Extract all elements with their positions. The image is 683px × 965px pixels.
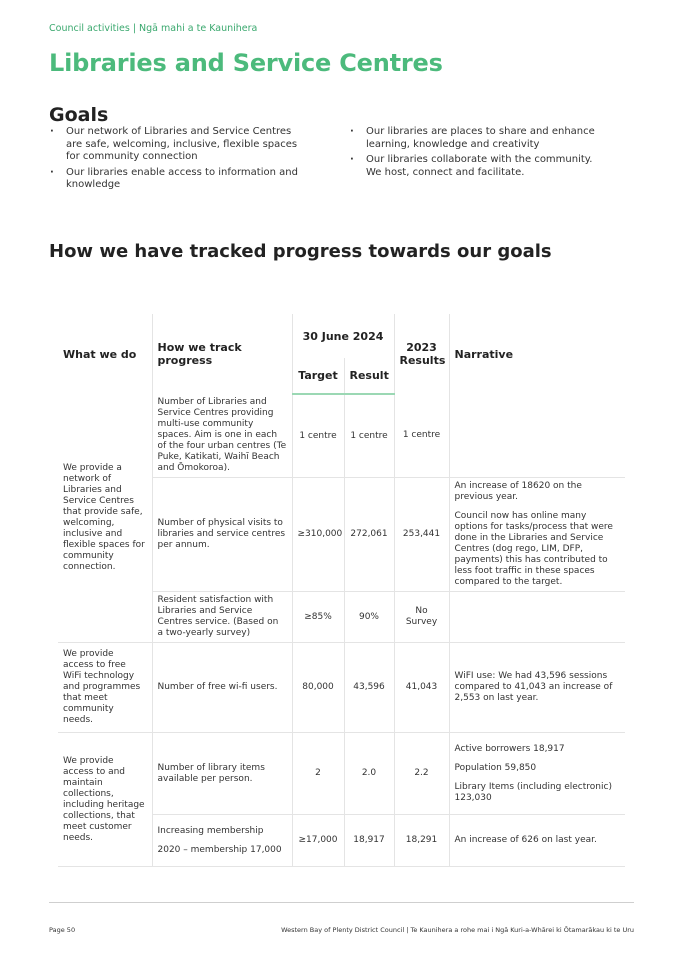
header-2023-results: 2023 Results <box>394 314 449 394</box>
target-cell: ≥85% <box>292 592 344 643</box>
results-2023-cell: 1 centre <box>394 394 449 478</box>
header-target: Target <box>292 358 344 394</box>
measure-cell <box>152 815 292 867</box>
narrative-cell <box>449 478 625 592</box>
progress-table <box>58 314 625 867</box>
results-2023-cell: 253,441 <box>394 478 449 592</box>
result-cell: 18,917 <box>344 815 394 867</box>
goals-title: Goals <box>49 104 109 126</box>
header-what-we-do: What we do <box>63 347 137 361</box>
table-row <box>58 643 625 733</box>
narrative-cell <box>449 643 625 733</box>
result-cell: 90% <box>344 592 394 643</box>
result-cell: 272,061 <box>344 478 394 592</box>
what-we-do-cell: We provide a network of Libraries and Service Centres that provide safe, welcoming, inclusive and flexible spaces for community connection. <box>58 394 152 643</box>
target-cell: ≥17,000 <box>292 815 344 867</box>
breadcrumb-separator: | <box>132 23 137 34</box>
measure-cell: Number of physical visits to libraries and service centres per annum. <box>152 478 292 592</box>
results-2023-cell: 2.2 <box>394 733 449 815</box>
goal-item: · Our libraries collaborate with the community. We host, connect and facilitate. <box>350 154 610 179</box>
result-cell: 2.0 <box>344 733 394 815</box>
header-period: 30 June 2024 <box>292 314 394 358</box>
narrative-line: Council now has online many options for tasks/process that were done in the Libraries and Service Centres (dog rego, LIM, DFP, payments) this has contributed to less foot traffic in these spaces compared to the target. <box>454 511 613 587</box>
target-cell: 2 <box>292 733 344 815</box>
header-result: Result <box>344 358 394 394</box>
measure-cell: Resident satisfaction with Libraries and Service Centres service. (Based on a two-yearly survey) <box>152 592 292 643</box>
goal-item: · Our libraries are places to share and enhance learning, knowledge and creativity <box>350 126 610 151</box>
measure-line: 2020 – membership 17,000 <box>157 844 282 855</box>
table-row <box>58 394 625 478</box>
measure-cell: Number of Libraries and Service Centres providing multi-use community spaces. Aim is one in each of the four urban centres (Te Puke, Katikati, Waihī Beach and Ōmokoroa). <box>152 394 292 478</box>
result-cell: 1 centre <box>344 394 394 478</box>
narrative-line: WiFI use: We had 43,596 sessions compared to 41,043 an increase of 2,553 on last year. <box>454 671 613 703</box>
footer-divider <box>49 902 634 903</box>
footer-organisation: Western Bay of Plenty District Council | Te Kaunihera a rohe mai i Ngā Kuri-a-Whārei ki Ōtamarākau ki te Uru <box>281 926 634 934</box>
target-cell: 80,000 <box>292 643 344 733</box>
narrative-line: Population 59,850 <box>454 762 537 773</box>
narrative-cell <box>449 733 625 815</box>
what-we-do-cell: We provide access to free WiFi technology and programmes that meet community needs. <box>58 643 152 733</box>
breadcrumb <box>49 23 257 34</box>
progress-title: How we have tracked progress towards our goals <box>49 241 552 262</box>
narrative-line: An increase of 18620 on the previous year. <box>454 481 582 502</box>
breadcrumb-section-mi: Ngā mahi a te Kaunihera <box>139 23 258 34</box>
page-title: Libraries and Service Centres <box>49 49 443 77</box>
goals-list-left <box>50 126 300 195</box>
table-row <box>58 733 625 815</box>
narrative-line: Library Items (including electronic) 123,030 <box>454 781 612 803</box>
narrative-line: An increase of 626 on last year. <box>454 835 597 845</box>
target-cell: ≥310,000 <box>292 478 344 592</box>
goals-list-right <box>350 126 610 182</box>
results-2023-cell: 41,043 <box>394 643 449 733</box>
results-2023-cell: No Survey <box>394 592 449 643</box>
result-cell: 43,596 <box>344 643 394 733</box>
narrative-line: Active borrowers 18,917 <box>454 743 565 754</box>
breadcrumb-section-en: Council activities <box>49 23 130 34</box>
measure-cell: Number of library items available per person. <box>152 733 292 815</box>
goal-item: · Our libraries enable access to information and knowledge <box>50 167 300 192</box>
goal-item: · Our network of Libraries and Service Centres are safe, welcoming, inclusive, flexible spaces for community connection <box>50 126 300 164</box>
page-number: Page 50 <box>49 926 76 934</box>
header-narrative: Narrative <box>449 314 625 394</box>
narrative-cell <box>449 592 625 643</box>
target-cell: 1 centre <box>292 394 344 478</box>
header-how-we-track: How we track progress <box>152 314 292 394</box>
measure-cell: Number of free wi-fi users. <box>152 643 292 733</box>
what-we-do-cell: We provide access to and maintain collections, including heritage collections, that meet customer needs. <box>58 733 152 867</box>
measure-line: Increasing membership <box>157 825 264 836</box>
narrative-cell <box>449 815 625 867</box>
narrative-cell <box>449 394 625 478</box>
results-2023-cell: 18,291 <box>394 815 449 867</box>
